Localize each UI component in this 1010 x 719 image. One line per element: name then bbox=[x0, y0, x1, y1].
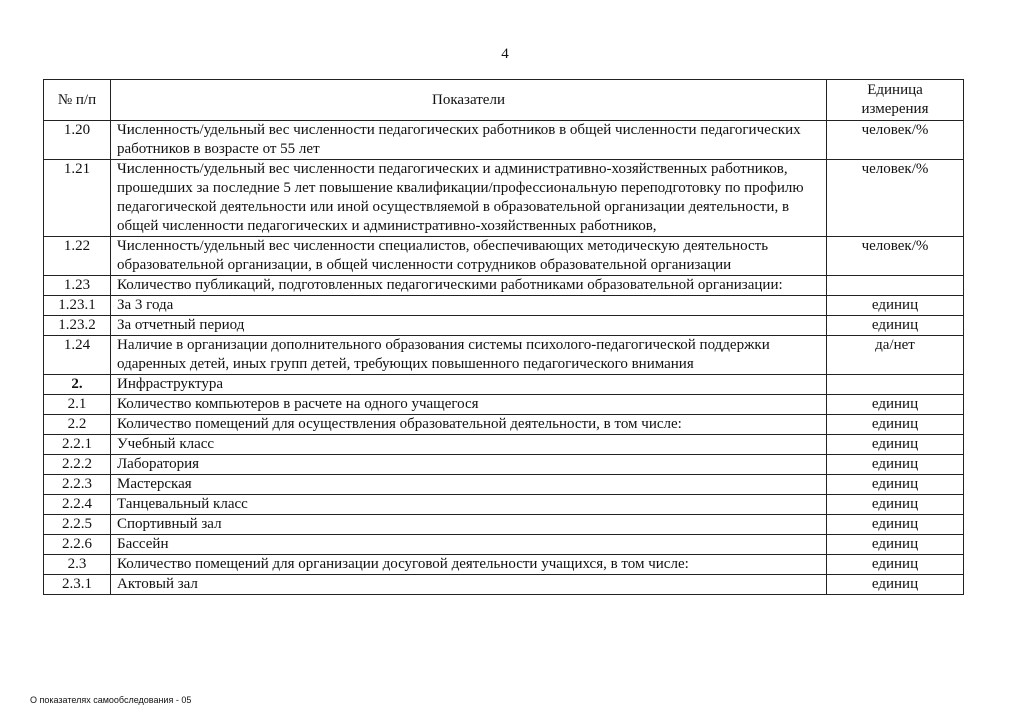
table-row bbox=[44, 575, 964, 595]
row-indicator: Бассейн bbox=[111, 535, 827, 555]
row-number: 1.24 bbox=[44, 336, 111, 375]
row-number: 2.2.3 bbox=[44, 475, 111, 495]
table-row bbox=[44, 395, 964, 415]
row-indicator: Количество компьютеров в расчете на одного учащегося bbox=[111, 395, 827, 415]
row-unit: единиц bbox=[827, 296, 964, 316]
row-unit: человек/% bbox=[827, 160, 964, 237]
row-indicator: Актовый зал bbox=[111, 575, 827, 595]
row-number: 1.23.1 bbox=[44, 296, 111, 316]
section-row bbox=[44, 375, 964, 395]
row-indicator: Численность/удельный вес численности педагогических работников в общей численности педагогических работников в возрасте от 55 лет bbox=[111, 121, 827, 160]
row-number: 2.3 bbox=[44, 555, 111, 575]
row-indicator: Учебный класс bbox=[111, 435, 827, 455]
indicators-table bbox=[43, 79, 964, 595]
row-indicator: Численность/удельный вес численности специалистов, обеспечивающих методическую деятельность образовательной организации, в общей численности сотрудников образовательной организации bbox=[111, 237, 827, 276]
row-indicator: За отчетный период bbox=[111, 316, 827, 336]
row-unit: человек/% bbox=[827, 237, 964, 276]
row-unit bbox=[827, 375, 964, 395]
row-number: 1.22 bbox=[44, 237, 111, 276]
footer-note: О показателях самообследования - 05 bbox=[30, 695, 192, 705]
table-row bbox=[44, 455, 964, 475]
row-unit: человек/% bbox=[827, 121, 964, 160]
row-number: 1.23 bbox=[44, 276, 111, 296]
table-header-row bbox=[44, 80, 964, 121]
row-indicator: Спортивный зал bbox=[111, 515, 827, 535]
row-number: 1.20 bbox=[44, 121, 111, 160]
row-unit: единиц bbox=[827, 316, 964, 336]
table-row bbox=[44, 237, 964, 276]
table-row bbox=[44, 535, 964, 555]
row-unit: единиц bbox=[827, 435, 964, 455]
row-number: 2.2.6 bbox=[44, 535, 111, 555]
row-indicator: Наличие в организации дополнительного образования системы психолого-педагогической поддержки одаренных детей, иных групп детей, требующих повышенного педагогического внимания bbox=[111, 336, 827, 375]
table-row bbox=[44, 121, 964, 160]
row-indicator: Количество публикаций, подготовленных педагогическими работниками образовательной организации: bbox=[111, 276, 827, 296]
row-unit: единиц bbox=[827, 475, 964, 495]
table-row bbox=[44, 415, 964, 435]
row-indicator: Численность/удельный вес численности педагогических и административно-хозяйственных работников, прошедших за последние 5 лет повышение квалификации/профессиональную переподготовку по профилю педагогической деятельности или иной осуществляемой в образовательной организации деятельности, в общей численности педагогических и административно-хозяйственных работников, bbox=[111, 160, 827, 237]
table-row bbox=[44, 495, 964, 515]
header-unit: Единица измерения bbox=[827, 80, 964, 121]
table-row bbox=[44, 276, 964, 296]
row-unit bbox=[827, 276, 964, 296]
row-indicator: Количество помещений для организации досуговой деятельности учащихся, в том числе: bbox=[111, 555, 827, 575]
table-row bbox=[44, 316, 964, 336]
table-row bbox=[44, 296, 964, 316]
table-row bbox=[44, 555, 964, 575]
row-number: 1.21 bbox=[44, 160, 111, 237]
table-row bbox=[44, 515, 964, 535]
row-unit: да/нет bbox=[827, 336, 964, 375]
row-indicator: Мастерская bbox=[111, 475, 827, 495]
page-number: 4 bbox=[501, 46, 509, 62]
row-number: 2.2.5 bbox=[44, 515, 111, 535]
row-unit: единиц bbox=[827, 455, 964, 475]
row-number: 2.3.1 bbox=[44, 575, 111, 595]
row-unit: единиц bbox=[827, 575, 964, 595]
header-num: № п/п bbox=[44, 80, 111, 121]
row-number: 2.2.2 bbox=[44, 455, 111, 475]
table-row bbox=[44, 160, 964, 237]
row-number: 2.2 bbox=[44, 415, 111, 435]
row-indicator: Количество помещений для осуществления образовательной деятельности, в том числе: bbox=[111, 415, 827, 435]
table-row bbox=[44, 336, 964, 375]
row-number: 2.2.4 bbox=[44, 495, 111, 515]
row-number: 2.2.1 bbox=[44, 435, 111, 455]
row-indicator: За 3 года bbox=[111, 296, 827, 316]
row-indicator: Лаборатория bbox=[111, 455, 827, 475]
header-indicator: Показатели bbox=[111, 80, 827, 121]
row-unit: единиц bbox=[827, 415, 964, 435]
section-title: Инфраструктура bbox=[111, 375, 827, 395]
row-indicator: Танцевальный класс bbox=[111, 495, 827, 515]
row-unit: единиц bbox=[827, 515, 964, 535]
row-number: 1.23.2 bbox=[44, 316, 111, 336]
row-unit: единиц bbox=[827, 555, 964, 575]
table-row bbox=[44, 435, 964, 455]
table-row bbox=[44, 475, 964, 495]
row-unit: единиц bbox=[827, 495, 964, 515]
row-number: 2.1 bbox=[44, 395, 111, 415]
row-unit: единиц bbox=[827, 395, 964, 415]
section-number: 2. bbox=[44, 375, 111, 395]
row-unit: единиц bbox=[827, 535, 964, 555]
